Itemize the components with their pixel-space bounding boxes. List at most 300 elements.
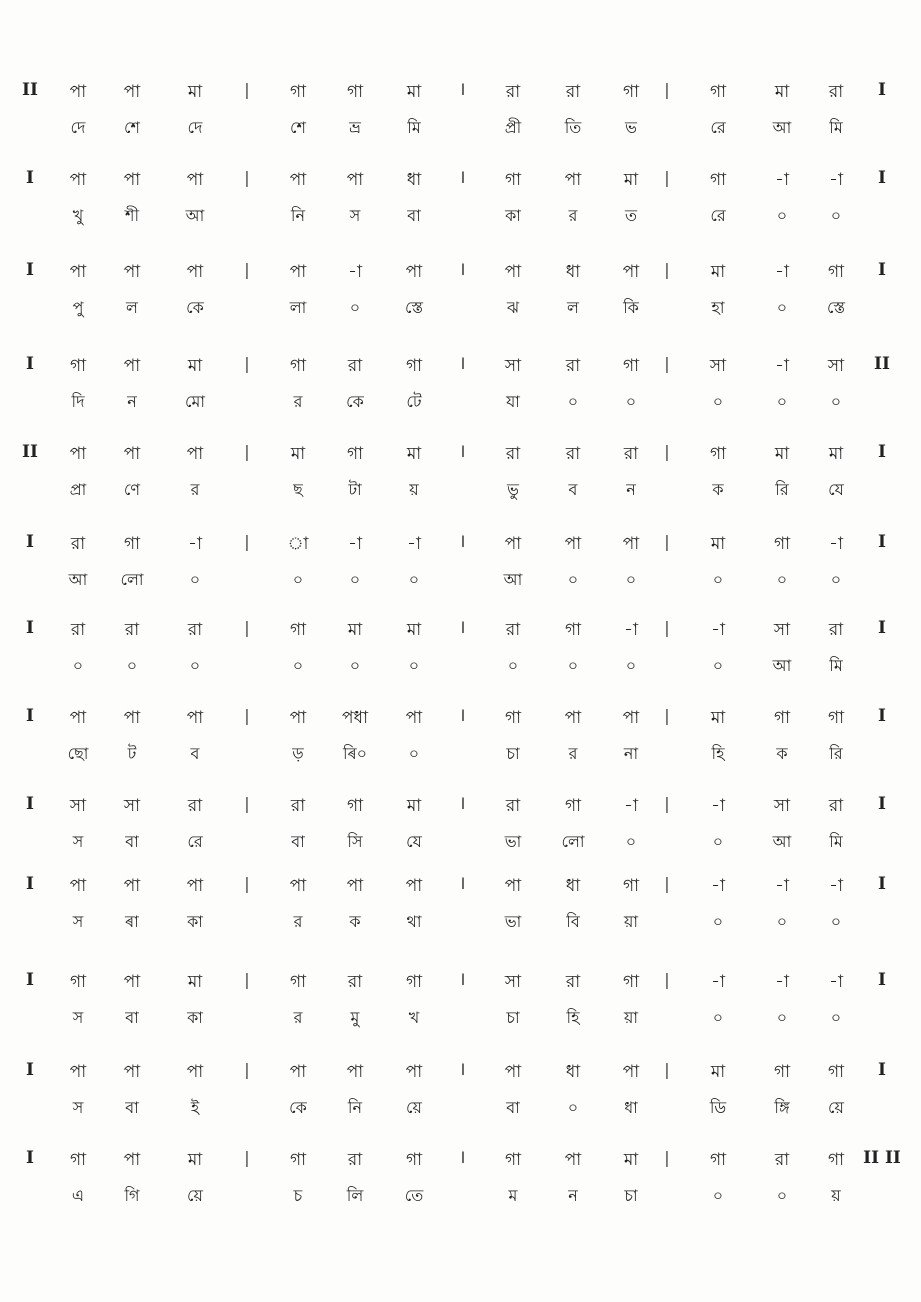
lyric-syllable: ০ [408,744,420,763]
lyric-syllable: কে [346,392,364,411]
swara-note: া [287,534,309,554]
swara-note: -া [624,796,638,816]
lyric-syllable: ছো [67,744,89,763]
lyric-syllable: রে [710,206,726,225]
bar-separator: | [664,618,670,637]
bar-separator: | [244,260,250,279]
lyric-syllable: মি [407,118,421,137]
swara-note: মা [623,1150,639,1170]
lyric-syllable: ব [568,480,578,499]
lyric-syllable: শী [124,206,140,225]
swara-note: পা [123,262,141,282]
swara-note: মা [406,620,422,640]
swara-note: মা [623,170,639,190]
bar-separator: I [460,532,466,551]
lyric-syllable: দে [187,118,203,137]
swara-note: মা [347,620,363,640]
lyric-syllable: হি [711,744,725,763]
swara-note: রা [565,356,581,376]
lyric-syllable: য়া [623,912,639,931]
notation-row [0,166,921,256]
lyric-syllable: মো [184,392,206,411]
swara-note: -া [348,262,362,282]
lyric-syllable: হি [566,1008,580,1027]
swara-note: গা [564,796,582,816]
swara-note: পা [564,708,582,728]
lyric-syllable: ০ [625,656,637,675]
swara-note: পা [289,170,307,190]
swara-note: গা [405,1150,423,1170]
swara-note: মা [710,534,726,554]
lyric-syllable: চা [506,744,520,763]
swara-note: পা [123,1150,141,1170]
lyric-syllable: ০ [712,832,724,851]
bar-separator: I [460,794,466,813]
swara-note: -া [829,876,843,896]
swara-note: পা [289,262,307,282]
swara-note: ধা [565,1062,581,1082]
swara-note: রা [70,534,86,554]
swara-note: পা [405,708,423,728]
swara-note: মা [187,1150,203,1170]
bar-line-start: I [26,874,34,894]
swara-note: সা [504,972,522,992]
bar-line-end: I [878,260,886,280]
notation-row [0,792,921,882]
bar-separator: | [244,874,250,893]
swara-note: -া [624,620,638,640]
bar-separator: | [244,970,250,989]
bar-separator: I [460,618,466,637]
lyric-syllable: কি [623,298,639,317]
lyric-syllable: টে [406,392,422,411]
swara-note: গা [69,1150,87,1170]
bar-line-start: I [26,794,34,814]
bar-line-end: I [878,706,886,726]
bar-line-end: II [874,354,890,374]
swara-note: রা [187,796,203,816]
bar-separator: I [460,354,466,373]
swara-note: পা [564,1150,582,1170]
bar-separator: | [664,706,670,725]
lyric-syllable: গি [124,1186,140,1205]
swara-note: পা [186,708,204,728]
swara-note: মা [828,444,844,464]
swara-note: মা [406,82,422,102]
notation-row [0,872,921,962]
bar-separator: | [244,1060,250,1079]
lyric-syllable: ভ [625,118,637,137]
swara-note: ধা [565,876,581,896]
lyric-syllable: নি [290,206,306,225]
notation-row [0,704,921,794]
bar-line-start: I [26,706,34,726]
lyric-syllable: ০ [830,570,842,589]
swara-note: পা [186,876,204,896]
swara-note: সা [773,620,791,640]
bar-line-end: I [878,970,886,990]
swara-note: গা [773,534,791,554]
lyric-syllable: ০ [189,570,201,589]
lyric-syllable: চা [624,1186,638,1205]
swara-note: -া [711,620,725,640]
swara-note: পা [346,876,364,896]
swara-note: রা [565,444,581,464]
lyric-syllable: ০ [126,656,138,675]
lyric-syllable: যে [828,480,844,499]
bar-line-start: I [26,168,34,188]
lyric-syllable: র [293,912,303,931]
swara-note: গা [622,876,640,896]
swara-note: পা [622,262,640,282]
swara-note: পা [123,82,141,102]
lyric-syllable: ল [567,298,579,317]
lyric-syllable: বি [566,912,580,931]
swara-note: সা [827,356,845,376]
lyric-syllable: শে [290,118,306,137]
lyric-syllable: স [72,1008,84,1027]
swara-note: গা [289,972,307,992]
swara-note: পা [69,1062,87,1082]
notation-row [0,78,921,168]
bar-separator: I [460,1148,466,1167]
swara-note: পা [69,708,87,728]
lyric-syllable: নি [347,1098,363,1117]
lyric-syllable: ০ [776,392,788,411]
swara-note: সা [773,796,791,816]
bar-line-start: I [26,354,34,374]
lyric-syllable: য়ে [406,1098,422,1117]
lyric-syllable: ০ [712,912,724,931]
swara-note: পা [504,534,522,554]
lyric-syllable: চা [506,1008,520,1027]
bar-separator: | [664,442,670,461]
swara-note: পা [69,82,87,102]
lyric-syllable: ভা [504,912,522,931]
swara-note: গা [504,1150,522,1170]
swara-note: গা [504,170,522,190]
swara-note: রা [505,620,521,640]
lyric-syllable: ৰি০ [343,744,367,763]
bar-separator: | [664,794,670,813]
bar-line-start: I [26,532,34,552]
swara-note: -া [829,972,843,992]
lyric-syllable: যে [406,832,422,851]
lyric-syllable: তি [564,118,582,137]
bar-line-start: II [22,80,38,100]
swara-note: গা [773,1062,791,1082]
swara-note: -া [775,972,789,992]
lyric-syllable: র [293,1008,303,1027]
swara-note: -া [348,534,362,554]
swara-note: মা [710,262,726,282]
swara-note: রা [828,82,844,102]
lyric-syllable: কা [187,912,203,931]
lyric-syllable: শে [124,118,140,137]
bar-separator: | [244,168,250,187]
lyric-syllable: র [293,392,303,411]
bar-separator: | [664,874,670,893]
swara-note: পা [123,444,141,464]
lyric-syllable: স্তে [405,298,423,317]
lyric-syllable: ট [127,744,137,763]
swara-note: পা [69,170,87,190]
swara-note: -া [775,170,789,190]
lyric-syllable: প্রা [69,480,87,499]
swara-note: রা [505,82,521,102]
swara-note: সা [504,356,522,376]
lyric-syllable: লি [346,1186,364,1205]
swara-note: মা [187,356,203,376]
lyric-syllable: ০ [292,570,304,589]
swara-note: গা [289,82,307,102]
swara-note: সা [709,356,727,376]
bar-line-start: I [26,1060,34,1080]
lyric-syllable: ০ [830,206,842,225]
lyric-syllable: ০ [349,570,361,589]
lyric-syllable: ০ [830,912,842,931]
lyric-syllable: র [568,744,578,763]
lyric-syllable: ০ [712,1186,724,1205]
bar-separator: | [244,80,250,99]
swara-note: মা [187,82,203,102]
bar-separator: I [460,706,466,725]
lyric-syllable: লা [289,298,307,317]
bar-line-end: I [878,168,886,188]
bar-separator: | [664,354,670,373]
lyric-syllable: ০ [625,570,637,589]
lyric-syllable: কা [187,1008,203,1027]
swara-note: গা [289,356,307,376]
lyric-syllable: য়ে [828,1098,844,1117]
swara-note: গা [346,796,364,816]
swara-note: পা [123,876,141,896]
lyric-syllable: কে [186,298,204,317]
bar-separator: | [664,260,670,279]
lyric-syllable: কা [505,206,521,225]
swara-note: পা [564,170,582,190]
lyric-syllable: ০ [712,656,724,675]
lyric-syllable: খু [72,206,84,225]
bar-separator: | [664,970,670,989]
bar-line-end: I [878,794,886,814]
lyric-syllable: ০ [349,656,361,675]
bar-line-start: I [26,970,34,990]
lyric-syllable: ম [508,1186,518,1205]
lyric-syllable: ০ [625,392,637,411]
bar-separator: | [664,168,670,187]
swara-note: -া [711,972,725,992]
swara-note: গা [504,708,522,728]
lyric-syllable: ৰা [125,912,139,931]
swara-note: গা [564,620,582,640]
swara-note: পা [504,262,522,282]
swara-note: -া [188,534,202,554]
notation-row [0,968,921,1058]
swara-note: গা [709,444,727,464]
bar-separator: | [664,532,670,551]
lyric-syllable: না [623,744,639,763]
notation-row [0,258,921,348]
bar-separator: I [460,874,466,893]
bar-separator: | [244,442,250,461]
swara-note: গা [289,1150,307,1170]
lyric-syllable: বা [125,1098,139,1117]
lyric-syllable: ন [127,392,137,411]
lyric-syllable: রি [775,480,789,499]
lyric-syllable: আ [185,206,205,225]
swara-note: গা [827,708,845,728]
swara-note: পা [186,1062,204,1082]
bar-separator: | [244,618,250,637]
bar-line-start: I [26,1148,34,1168]
lyric-syllable: আ [772,656,792,675]
swara-note: পা [622,534,640,554]
lyric-syllable: ণে [123,480,141,499]
swara-note: গা [405,972,423,992]
swara-note: রা [565,82,581,102]
swara-note: গা [709,1150,727,1170]
swara-note: গা [346,82,364,102]
swara-note: গা [289,620,307,640]
lyric-syllable: ০ [776,298,788,317]
lyric-syllable: য়ে [187,1186,203,1205]
swara-note: গা [827,1062,845,1082]
swara-note: -া [775,262,789,282]
swara-note: পা [123,972,141,992]
bar-separator: I [460,168,466,187]
swara-note: পা [346,1062,364,1082]
swara-note: রা [70,620,86,640]
swara-note: পা [289,708,307,728]
swara-note: গা [709,170,727,190]
lyric-syllable: স [72,832,84,851]
lyric-syllable: ন [626,480,636,499]
swara-note: পা [123,708,141,728]
swara-note: -া [711,876,725,896]
bar-line-end: II II [863,1148,901,1168]
lyric-syllable: লো [561,832,585,851]
swara-note: সা [123,796,141,816]
swara-note: মা [710,1062,726,1082]
bar-line-end: I [878,442,886,462]
swara-note: সা [69,796,87,816]
lyric-syllable: ০ [776,570,788,589]
swara-note: গা [709,82,727,102]
lyric-syllable: ০ [776,206,788,225]
swara-note: গা [622,972,640,992]
bar-separator: | [244,794,250,813]
lyric-syllable: আ [68,570,88,589]
bar-separator: | [244,706,250,725]
bar-separator: I [460,80,466,99]
lyric-syllable: আ [503,570,523,589]
swara-note: পা [405,1062,423,1082]
swara-note: -া [711,796,725,816]
notation-row [0,530,921,620]
lyric-syllable: ধা [624,1098,638,1117]
lyric-syllable: ঙ্গি [774,1098,790,1117]
swara-note: পা [289,876,307,896]
lyric-syllable: স [72,1098,84,1117]
swara-note: মা [774,444,790,464]
lyric-syllable: ০ [776,912,788,931]
swara-note: পা [622,1062,640,1082]
swara-note: পা [69,444,87,464]
lyric-syllable: ডি [709,1098,727,1117]
swara-note: মা [290,444,306,464]
lyric-syllable: ই [190,1098,200,1117]
lyric-syllable: ০ [567,570,579,589]
swara-note: রা [347,1150,363,1170]
swara-note: পধা [342,708,368,728]
lyric-syllable: রে [710,118,726,137]
lyric-syllable: মি [829,118,843,137]
lyric-syllable: ০ [408,656,420,675]
lyric-syllable: ০ [830,392,842,411]
swara-note: রা [505,796,521,816]
lyric-syllable: ০ [776,1186,788,1205]
lyric-syllable: পু [72,298,84,317]
bar-separator: | [244,532,250,551]
swara-note: রা [828,620,844,640]
lyric-syllable: ০ [712,570,724,589]
swara-note: গা [69,972,87,992]
swara-note: পা [123,1062,141,1082]
bar-line-end: I [878,618,886,638]
notation-row [0,1058,921,1148]
lyric-syllable: ০ [189,656,201,675]
swara-note: গা [827,262,845,282]
swara-note: রা [290,796,306,816]
bar-separator: | [664,1060,670,1079]
swara-note: -া [829,170,843,190]
bar-separator: | [244,354,250,373]
lyric-syllable: মু [350,1008,360,1027]
swara-note: পা [289,1062,307,1082]
swara-note: পা [186,170,204,190]
swara-note: গা [622,82,640,102]
bar-line-start: I [26,260,34,280]
swara-note: মা [187,972,203,992]
bar-separator: I [460,970,466,989]
lyric-syllable: প্রী [504,118,522,137]
bar-line-end: I [878,1060,886,1080]
lyric-syllable: ০ [408,570,420,589]
bar-line-end: I [878,80,886,100]
swara-note: -া [775,876,789,896]
lyric-syllable: আ [772,118,792,137]
lyric-syllable: ০ [712,392,724,411]
swara-note: রা [774,1150,790,1170]
lyric-syllable: ০ [567,392,579,411]
lyric-syllable: ক [712,480,724,499]
lyric-syllable: ০ [776,1008,788,1027]
lyric-syllable: ছ [293,480,303,499]
lyric-syllable: ০ [507,656,519,675]
bar-line-start: II [22,442,38,462]
lyric-syllable: ০ [72,656,84,675]
swara-note: পা [622,708,640,728]
swara-note: রা [187,620,203,640]
swara-note: রা [124,620,140,640]
lyric-syllable: য় [409,480,419,499]
notation-row [0,440,921,530]
lyric-syllable: য়া [623,1008,639,1027]
lyric-syllable: ০ [349,298,361,317]
lyric-syllable: ০ [830,1008,842,1027]
lyric-syllable: মি [829,832,843,851]
